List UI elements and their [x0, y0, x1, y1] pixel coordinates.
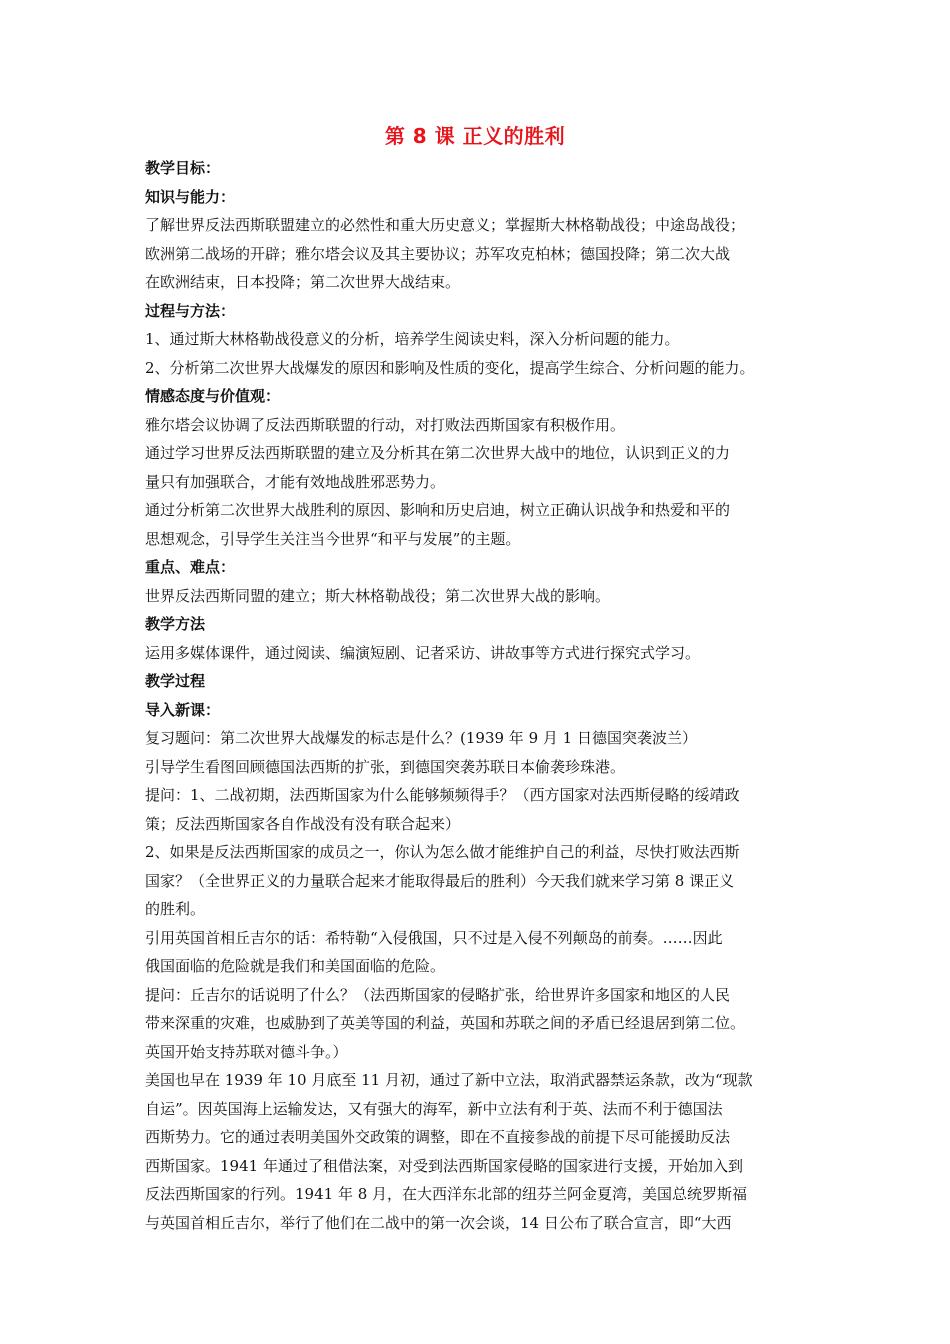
paragraph-line: 欧洲第二战场的开辟；雅尔塔会议及其主要协议；苏军攻克柏林；德国投降；第二次大战: [145, 244, 731, 263]
document-body: [145, 154, 835, 1237]
paragraph-line: 1、通过斯大林格勒战役意义的分析，培养学生阅读史料，深入分析问题的能力。: [145, 330, 680, 348]
paragraph-line: 通过分析第二次世界大战胜利的原因、影响和历史启迪，树立正确认识战争和热爱和平的: [145, 501, 731, 519]
paragraph-line: 量只有加强联合，才能有效地战胜邪恶势力。: [145, 472, 446, 491]
paragraph-line: 引导学生看图回顾德国法西斯的扩张，到德国突袭苏联日本偷袭珍珠港。: [145, 757, 626, 776]
paragraph-line: 2、如果是反法西斯国家的成员之一，你认为怎么做才能维护自己的利益，尽快打败法西斯: [145, 843, 740, 861]
section-heading: 教学方法: [145, 615, 206, 633]
paragraph-line: 俄国面临的危险就是我们和美国面临的危险。: [145, 957, 446, 975]
section-heading: 情感态度与价值观：: [145, 387, 281, 405]
section-heading: 教学过程: [145, 672, 206, 690]
paragraph-line: 西斯国家。1941 年通过了租借法案，对受到法西斯国家侵略的国家进行支援，开始加入到: [145, 1156, 743, 1175]
paragraph-line: 2、分析第二次世界大战爆发的原因和影响及性质的变化，提高学生综合、分析问题的能力。: [145, 358, 755, 377]
paragraph-line: 的胜利。: [145, 900, 206, 918]
section-heading: 重点、难点：: [145, 558, 236, 576]
section-heading: 过程与方法：: [145, 301, 236, 320]
paragraph-line: 带来深重的灾难，也威胁到了英美等国的利益，英国和苏联之间的矛盾已经退居到第二位。: [145, 1014, 746, 1032]
paragraph-line: 策；反法西斯国家各自作战没有没有联合起来）: [145, 814, 461, 833]
paragraph-line: 与英国首相丘吉尔，举行了他们在二战中的第一次会谈，14 日公布了联合宣言，即“大西: [145, 1213, 732, 1232]
paragraph-line: 西斯势力。它的通过表明美国外交政策的调整，即在不直接参战的前提下尽可能援助反法: [145, 1128, 731, 1146]
section-heading: 教学目标：: [145, 159, 221, 177]
paragraph-line: 国家？（全世界正义的力量联合起来才能取得最后的胜利）今天我们就来学习第 8 课正义: [145, 871, 735, 890]
paragraph-line: 美国也早在 1939 年 10 月底至 11 月初，通过了新中立法，取消武器禁运条款，改为“现款: [145, 1071, 753, 1089]
paragraph-line: 英国开始支持苏联对德斗争。）: [145, 1042, 348, 1061]
paragraph-line: 自运”。因英国海上运输发达，又有强大的海军，新中立法有利于英、法而不利于德国法: [145, 1099, 723, 1118]
paragraph-line: 运用多媒体课件，通过阅读、编演短剧、记者采访、讲故事等方式进行探究式学习。: [145, 643, 701, 662]
paragraph-line: 提问：1、二战初期，法西斯国家为什么能够频频得手？（西方国家对法西斯侵略的绥靖政: [145, 786, 740, 804]
paragraph-line: 通过学习世界反法西斯联盟的建立及分析其在第二次世界大战中的地位，认识到正义的力: [145, 444, 731, 462]
lesson-title: 第 8 课 正义的胜利: [384, 124, 566, 148]
paragraph-line: 引用英国首相丘吉尔的话：希特勒“入侵俄国，只不过是入侵不列颠岛的前奏。……因此: [145, 928, 723, 947]
paragraph-line: 提问：丘吉尔的话说明了什么？（法西斯国家的侵略扩张，给世界许多国家和地区的人民: [145, 985, 731, 1004]
paragraph-line: 反法西斯国家的行列。1941 年 8 月，在大西洋东北部的纽芬兰阿金夏湾，美国总统罗斯福: [145, 1185, 748, 1203]
section-heading: 导入新课：: [145, 700, 221, 719]
paragraph-line: 了解世界反法西斯联盟建立的必然性和重大历史意义；掌握斯大林格勒战役；中途岛战役；: [145, 216, 746, 234]
paragraph-line: 世界反法西斯同盟的建立；斯大林格勒战役；第二次世界大战的影响。: [145, 586, 611, 605]
paragraph-line: 思想观念，引导学生关注当今世界“和平与发展”的主题。: [145, 529, 521, 548]
section-heading: 知识与能力：: [145, 187, 236, 206]
paragraph-line: 雅尔塔会议协调了反法西斯联盟的行动，对打败法西斯国家有积极作用。: [145, 415, 626, 434]
paragraph-line: 在欧洲结束，日本投降；第二次世界大战结束。: [145, 273, 461, 291]
paragraph-line: 复习题问：第二次世界大战爆发的标志是什么？(1939 年 9 月 1 日德国突袭波兰）: [145, 729, 697, 747]
